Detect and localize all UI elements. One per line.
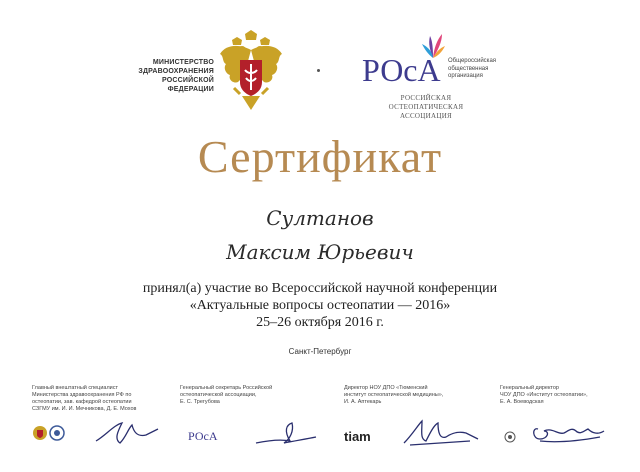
russian-coat-of-arms-icon — [218, 30, 284, 114]
signatory-block — [344, 385, 484, 467]
city: Санкт-Петербург — [288, 347, 352, 356]
roca-mini-logo: РОсА — [188, 429, 218, 443]
signatory-caption — [344, 385, 443, 406]
signatory-caption — [180, 385, 272, 406]
recipient-given-names: Максим Юрьевич — [226, 240, 414, 264]
roca-sub-line: РОССИЙСКАЯ ОСТЕОПАТИЧЕСКАЯ — [388, 94, 464, 111]
roca-side-line: Общероссийская — [448, 58, 497, 64]
caption-line: остеопатии, зав. кафедрой остеопатии — [32, 399, 132, 405]
conference-dates: 25–26 октября 2016 г. — [256, 315, 384, 330]
caption-line: институт остеопатической медицины», — [344, 392, 444, 398]
caption-line: Генеральный секретарь Российской — [180, 385, 273, 391]
roca-sub-line: АССОЦИАЦИЯ — [399, 112, 453, 120]
caption-line: ЧОУ ДПО «Институт остеопатии», — [500, 392, 588, 398]
ministry-line: РОССИЙСКОЙ ФЕДЕРАЦИИ — [162, 77, 214, 93]
caption-line: Е. С. Трегубова — [180, 399, 220, 405]
caption-line: СЗГМУ им. И. И. Мечникова, Д. Е. Мохов — [32, 406, 137, 412]
caption-line: И. А. Аптекарь — [344, 399, 382, 405]
signature-voevodskaya — [528, 417, 608, 447]
caption-line: Генеральный директор — [500, 385, 559, 391]
separator-dot — [317, 69, 320, 72]
signatory-block — [32, 385, 172, 467]
ministry-line: ЗДРАВООХРАНЕНИЯ — [138, 68, 214, 75]
ministry-line: МИНИСТЕРСТВО — [152, 59, 214, 66]
roca-logo-text: РОсА — [362, 52, 441, 88]
roca-side-line: организация — [448, 73, 483, 79]
roca-full-name — [366, 94, 486, 121]
caption-line: остеопатической ассоциации, — [180, 392, 257, 398]
signature-aptekar — [400, 415, 480, 449]
signature-mokhov — [92, 415, 162, 449]
tiam-logo: tiam — [344, 429, 371, 444]
signatory-block — [500, 385, 630, 467]
signatory-block — [180, 385, 320, 467]
roca-org-type — [448, 58, 528, 81]
signatory-caption — [500, 385, 588, 406]
conference-name: «Актуальные вопросы остеопатии — 2016» — [189, 298, 451, 313]
signature-tregubova — [250, 419, 320, 449]
caption-line: Главный внештатный специалист — [32, 385, 119, 391]
recipient-surname: Султанов — [266, 206, 374, 230]
roca-side-line: общественная — [448, 65, 489, 72]
certificate-title: Сертификат — [197, 131, 443, 182]
participation-text: принял(а) участие во Всероссийской научной конференции — [142, 281, 498, 296]
signatory-caption — [32, 385, 136, 413]
caption-line: Министерства здравоохранения РФ по — [32, 392, 132, 398]
caption-line: Директор НОУ ДПО «Тюменский — [344, 385, 428, 391]
institution-emblems-icon — [32, 425, 66, 441]
caption-line: Е. А. Воеводская — [500, 399, 544, 405]
ministry-name — [120, 58, 214, 94]
institute-emblem-icon — [504, 431, 516, 443]
